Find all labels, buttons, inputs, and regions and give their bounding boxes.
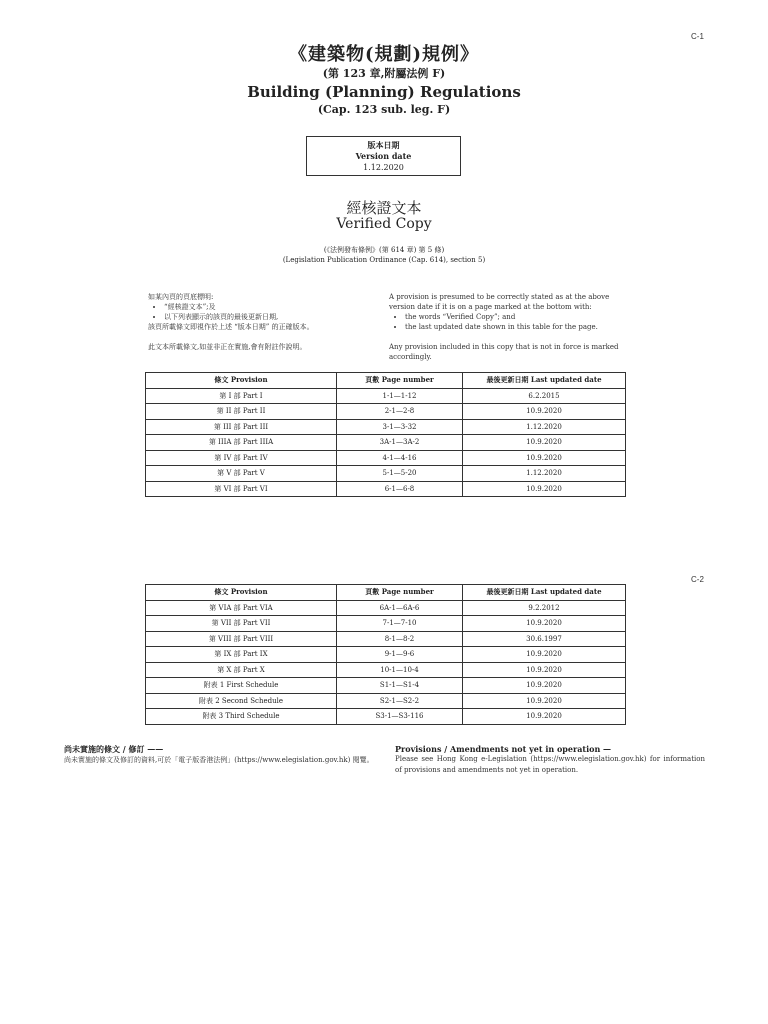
cell-page-number: S3-1—S3-116 — [337, 709, 463, 725]
verified-copy-en: Verified Copy — [336, 216, 432, 232]
note-zh-intro: 如某內頁的頁底標明: — [148, 293, 214, 301]
cell-provision: 第 IV 部 Part IV — [146, 450, 337, 466]
cell-last-updated: 10.9.2020 — [463, 450, 626, 466]
table-row — [146, 450, 626, 466]
page-label-c1: C-1 — [691, 32, 704, 41]
cell-page-number: 6-1—6-8 — [337, 481, 463, 497]
cell-last-updated: 10.9.2020 — [463, 404, 626, 420]
table-row — [146, 662, 626, 678]
cell-last-updated: 10.9.2020 — [463, 647, 626, 663]
cell-provision: 第 VII 部 Part VII — [146, 616, 337, 632]
cell-last-updated: 30.6.1997 — [463, 631, 626, 647]
note-zh-para2: 此文本所載條文,如並非正在實施,會有附註作說明。 — [148, 343, 307, 351]
table-row — [146, 404, 626, 420]
version-date-label-zh: 版本日期 — [367, 140, 400, 150]
version-date-box — [306, 136, 461, 176]
footer-en-heading: Provisions / Amendments not yet in operation — — [395, 744, 612, 754]
table-row — [146, 600, 626, 616]
cell-last-updated: 6.2.2015 — [463, 388, 626, 404]
note-en-bullet-2: • the last updated date shown in this table for the page. — [405, 322, 619, 332]
cell-page-number: 10-1—10-4 — [337, 662, 463, 678]
page-label-c2: C-2 — [691, 575, 704, 584]
cell-provision: 附表 2 Second Schedule — [146, 693, 337, 709]
footer-note-english — [395, 744, 705, 776]
cell-provision: 第 I 部 Part I — [146, 388, 337, 404]
cell-provision: 第 III 部 Part III — [146, 419, 337, 435]
cell-page-number: 7-1—7-10 — [337, 616, 463, 632]
cell-last-updated: 1.12.2020 — [463, 466, 626, 482]
version-date-value: 1.12.2020 — [363, 163, 404, 172]
cell-provision: 附表 3 Third Schedule — [146, 709, 337, 725]
cell-provision: 第 IX 部 Part IX — [146, 647, 337, 663]
verified-copy-zh: 經核證文本 — [346, 199, 422, 217]
footer-zh-heading: 尚未實施的條文 / 修訂 —— — [64, 744, 164, 754]
cell-last-updated: 1.12.2020 — [463, 419, 626, 435]
table-row — [146, 466, 626, 482]
subtitle-english: (Cap. 123 sub. leg. F) — [317, 103, 451, 116]
cell-provision: 第 X 部 Part X — [146, 662, 337, 678]
table-row — [146, 709, 626, 725]
last-updated-table-page2 — [145, 584, 626, 725]
table-row — [146, 631, 626, 647]
note-zh-after: 該頁所載條文即視作於上述 “版本日期” 的正確版本。 — [148, 323, 314, 331]
cell-page-number: 9-1—9-6 — [337, 647, 463, 663]
cell-last-updated: 9.2.2012 — [463, 600, 626, 616]
footer-en-text: Please see Hong Kong e-Legislation (https://www.elegislation.gov.hk) for information of provisions and amendments not yet in operation. — [395, 755, 705, 774]
cell-provision: 第 VI 部 Part VI — [146, 481, 337, 497]
cell-page-number: S2-1—S2-2 — [337, 693, 463, 709]
footer-note-chinese — [64, 744, 384, 766]
cell-page-number: 3-1—3-32 — [337, 419, 463, 435]
table-row — [146, 481, 626, 497]
cell-provision: 第 VIA 部 Part VIA — [146, 600, 337, 616]
cell-last-updated: 10.9.2020 — [463, 693, 626, 709]
note-zh-bullet-2: • 以下列表顯示的該頁的最後更新日期, — [164, 312, 368, 322]
cell-page-number: 2-1—2-8 — [337, 404, 463, 420]
header-provision: 條文 Provision — [146, 373, 337, 389]
note-english — [389, 292, 619, 362]
title-chinese: 《建築物(規劃)規例》 — [288, 44, 480, 65]
cell-last-updated: 10.9.2020 — [463, 709, 626, 725]
version-date-label-en: Version date — [355, 151, 412, 161]
cell-provision: 第 II 部 Part II — [146, 404, 337, 420]
note-en-bullet-1: • the words “Verified Copy”; and — [405, 312, 619, 322]
cell-last-updated: 10.9.2020 — [463, 678, 626, 694]
footer-zh-text: 尚未實施的條文及修訂的資料,可於「電子版香港法例」(https://www.elegislation.gov.hk) 閱覽。 — [64, 756, 374, 764]
cell-page-number: 6A-1—6A-6 — [337, 600, 463, 616]
table-row — [146, 616, 626, 632]
cell-page-number: 3A-1—3A-2 — [337, 435, 463, 451]
cell-last-updated: 10.9.2020 — [463, 616, 626, 632]
cell-provision: 附表 1 First Schedule — [146, 678, 337, 694]
cell-provision: 第 V 部 Part V — [146, 466, 337, 482]
table-header-row — [146, 585, 626, 601]
header-provision: 條文 Provision — [146, 585, 337, 601]
cell-provision: 第 IIIA 部 Part IIIA — [146, 435, 337, 451]
table-header-row — [146, 373, 626, 389]
header-last-updated: 最後更新日期 Last updated date — [463, 373, 626, 389]
cell-page-number: 8-1—8-2 — [337, 631, 463, 647]
note-zh-bullet-1: • “經核證文本”;及 — [164, 302, 368, 312]
header-page-number: 頁數 Page number — [337, 373, 463, 389]
table-row — [146, 419, 626, 435]
cell-last-updated: 10.9.2020 — [463, 481, 626, 497]
note-chinese — [148, 292, 368, 352]
title-english: Building (Planning) Regulations — [247, 83, 521, 101]
header-last-updated: 最後更新日期 Last updated date — [463, 585, 626, 601]
subtitle-chinese: (第 123 章,附屬法例 F) — [322, 67, 446, 80]
note-en-intro: A provision is presumed to be correctly stated as at the above version date if it is on a page marked at the bottom with: — [389, 293, 610, 311]
note-en-para2: Any provision included in this copy that is not in force is marked accordingly. — [389, 343, 619, 361]
header-page-number: 頁數 Page number — [337, 585, 463, 601]
table-row — [146, 388, 626, 404]
table-row — [146, 435, 626, 451]
table-row — [146, 693, 626, 709]
cell-last-updated: 10.9.2020 — [463, 435, 626, 451]
cell-page-number: 1-1—1-12 — [337, 388, 463, 404]
last-updated-table-page1 — [145, 372, 626, 497]
table-row — [146, 678, 626, 694]
cell-page-number: 4-1—4-16 — [337, 450, 463, 466]
ordinance-reference-en: (Legislation Publication Ordinance (Cap. 614), section 5) — [282, 256, 486, 264]
ordinance-reference-zh: (《法例發布條例》(第 614 章) 第 5 條) — [323, 246, 445, 254]
cell-page-number: S1-1—S1-4 — [337, 678, 463, 694]
cell-page-number: 5-1—5-20 — [337, 466, 463, 482]
cell-last-updated: 10.9.2020 — [463, 662, 626, 678]
table-row — [146, 647, 626, 663]
cell-provision: 第 VIII 部 Part VIII — [146, 631, 337, 647]
